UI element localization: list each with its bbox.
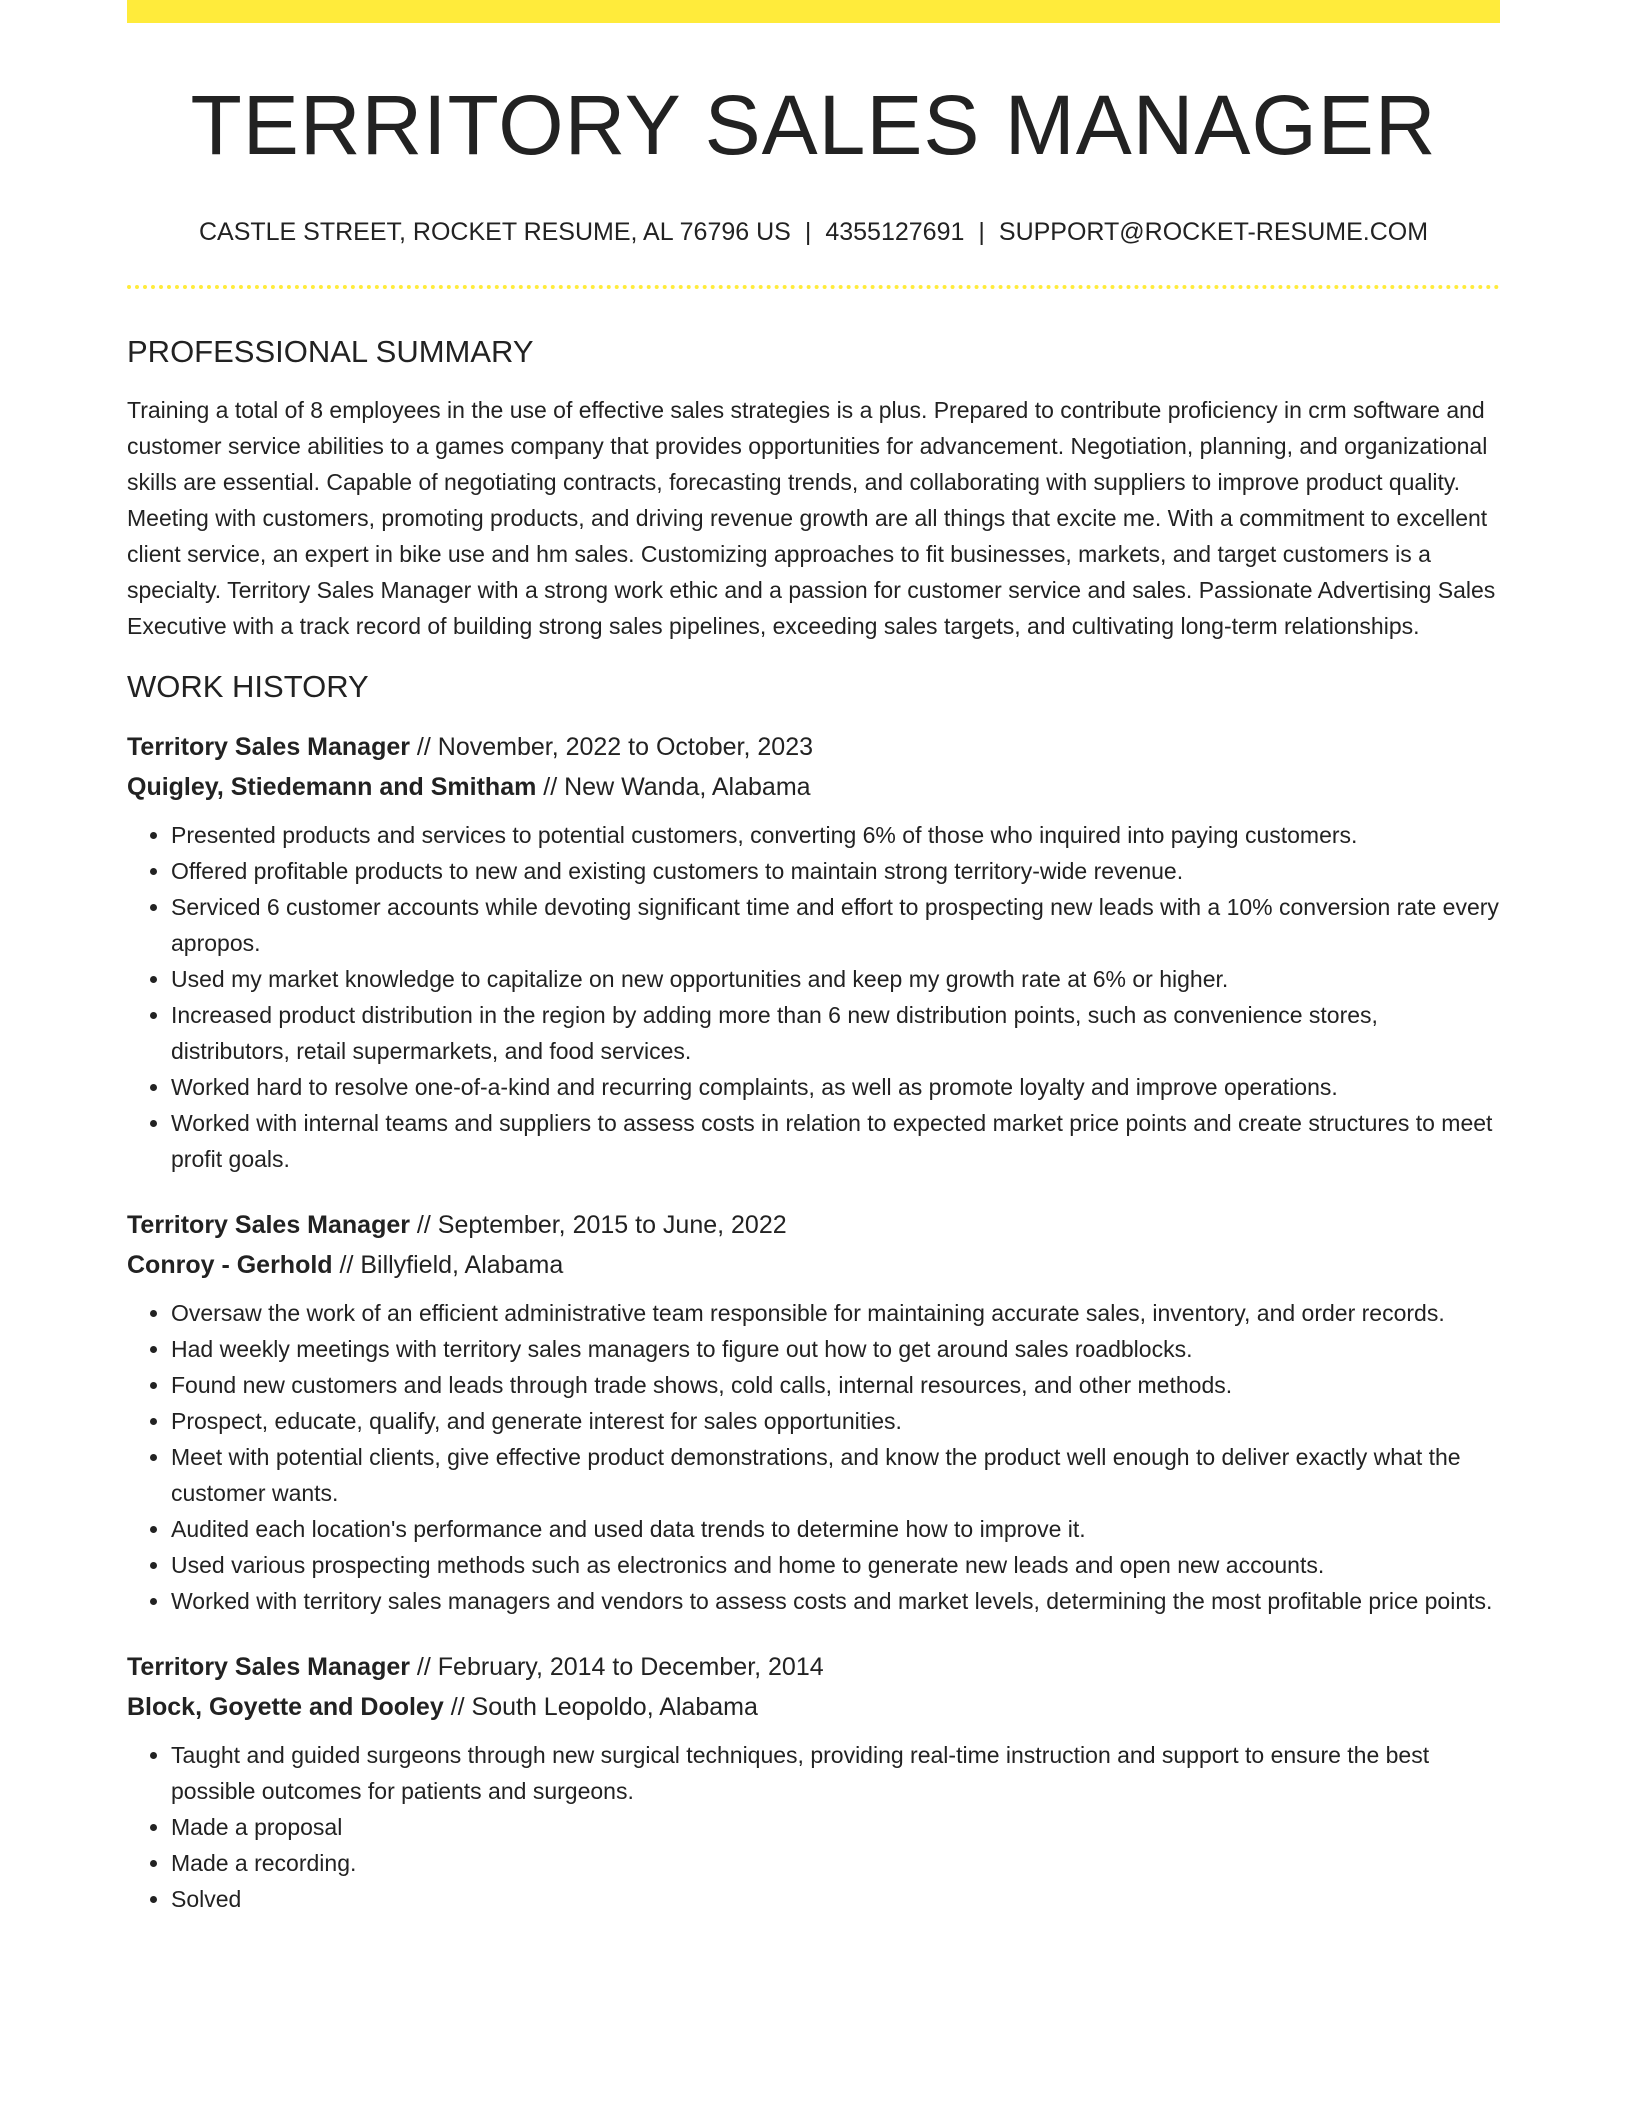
job-bullet: • Serviced 6 customer accounts while devoting significant time and effort to prospecting new leads with a 10% conversion rate every apropos. [171,889,1500,961]
resume-title: TERRITORY SALES MANAGER [190,78,1437,172]
job-bullet: • Audited each location's performance and used data trends to determine how to improve it. [171,1511,1500,1547]
job-company-line [127,767,1500,807]
contact-email: SUPPORT@ROCKET-RESUME.COM [998,218,1429,246]
job-bullet-list [127,1295,1500,1619]
job-dates: // February, 2014 to December, 2014 [409,1653,824,1682]
work-history-list [127,727,1500,1917]
contact-separator: | [804,218,812,246]
job-bullet: • Worked with internal teams and suppliers to assess costs in relation to expected market price points and create structures to meet profit goals. [171,1105,1500,1177]
job-bullet: • Used my market knowledge to capitalize on new opportunities and keep my growth rate at 6% or higher. [171,961,1500,997]
job-bullet: • Found new customers and leads through trade shows, cold calls, internal resources, and other methods. [171,1367,1500,1403]
summary-text: Training a total of 8 employees in the use of effective sales strategies is a plus. Prepared to contribute proficiency in crm software and customer service abilities to a games company that provides opportunities for advancement. Negotiation, planning, and organizational skills are essential. Capable of negotiating contracts, forecasting trends, and collaborating with suppliers to improve product quality. Meeting with customers, promoting products, and driving revenue growth are all things that excite me. With a commitment to excellent client service, an expert in bike use and hm sales. Customizing approaches to fit businesses, markets, and target customers is a specialty. Territory Sales Manager with a strong work ethic and a passion for customer service and sales. Passionate Advertising Sales Executive with a track record of building strong sales pipelines, exceeding sales targets, and cultivating long-term relationships. [127,397,1496,640]
job-bullet: • Made a proposal [171,1809,1500,1845]
job-company: Block, Goyette and Dooley [127,1693,444,1722]
job-bullet: • Prospect, educate, qualify, and generate interest for sales opportunities. [171,1403,1500,1439]
job-bullet: • Presented products and services to potential customers, converting 6% of those who inquired into paying customers. [171,817,1500,853]
job-bullet: • Oversaw the work of an efficient administrative team responsible for maintaining accurate sales, inventory, and order records. [171,1295,1500,1331]
job-company: Quigley, Stiedemann and Smitham [127,773,537,802]
job-dates: // November, 2022 to October, 2023 [409,733,814,762]
job-title: Territory Sales Manager [127,733,410,762]
job-dates: // September, 2015 to June, 2022 [409,1211,787,1240]
job-entry [127,727,1500,1177]
job-title-line [127,1647,1500,1687]
contact-phone: 4355127691 [825,218,965,246]
contact-line [127,217,1500,247]
contact-separator: | [978,218,985,246]
job-bullet-list [127,817,1500,1177]
job-bullet: • Taught and guided surgeons through new surgical techniques, providing real-time instruction and support to ensure the best possible outcomes for patients and surgeons. [171,1737,1500,1809]
job-entry [127,1647,1500,1917]
job-title: Territory Sales Manager [127,1653,410,1682]
job-bullet: • Worked with territory sales managers and vendors to assess costs and market levels, determining the most profitable price points. [171,1583,1500,1619]
job-bullet: • Offered profitable products to new and existing customers to maintain strong territory-wide revenue. [171,853,1500,889]
job-location: // Billyfield, Alabama [332,1251,564,1280]
job-title-line [127,727,1500,767]
job-company: Conroy - Gerhold [127,1251,333,1280]
job-bullet: • Worked hard to resolve one-of-a-kind and recurring complaints, as well as promote loyalty and improve operations. [171,1069,1500,1105]
job-location: // New Wanda, Alabama [536,773,811,802]
dotted-divider [127,285,1500,289]
job-title-line [127,1205,1500,1245]
accent-top-bar [127,0,1500,23]
job-entry [127,1205,1500,1619]
job-company-line [127,1687,1500,1727]
job-bullet: • Solved [171,1881,1500,1917]
job-title: Territory Sales Manager [127,1211,410,1240]
job-bullet: • Made a recording. [171,1845,1500,1881]
job-bullet: • Increased product distribution in the region by adding more than 6 new distribution points, such as convenience stores, distributors, retail supermarkets, and food services. [171,997,1500,1069]
summary-heading: PROFESSIONAL SUMMARY [127,334,534,369]
job-bullet: • Used various prospecting methods such as electronics and home to generate new leads and open new accounts. [171,1547,1500,1583]
job-location: // South Leopoldo, Alabama [443,1693,758,1722]
job-bullet: • Had weekly meetings with territory sales managers to figure out how to get around sales roadblocks. [171,1331,1500,1367]
contact-address: CASTLE STREET, ROCKET RESUME, AL 76796 US [198,218,791,246]
job-bullet: • Meet with potential clients, give effective product demonstrations, and know the product well enough to deliver exactly what the customer wants. [171,1439,1500,1511]
job-bullet-list [127,1737,1500,1917]
work-history-heading: WORK HISTORY [127,669,369,705]
job-company-line [127,1245,1500,1285]
resume-page [127,0,1500,1917]
